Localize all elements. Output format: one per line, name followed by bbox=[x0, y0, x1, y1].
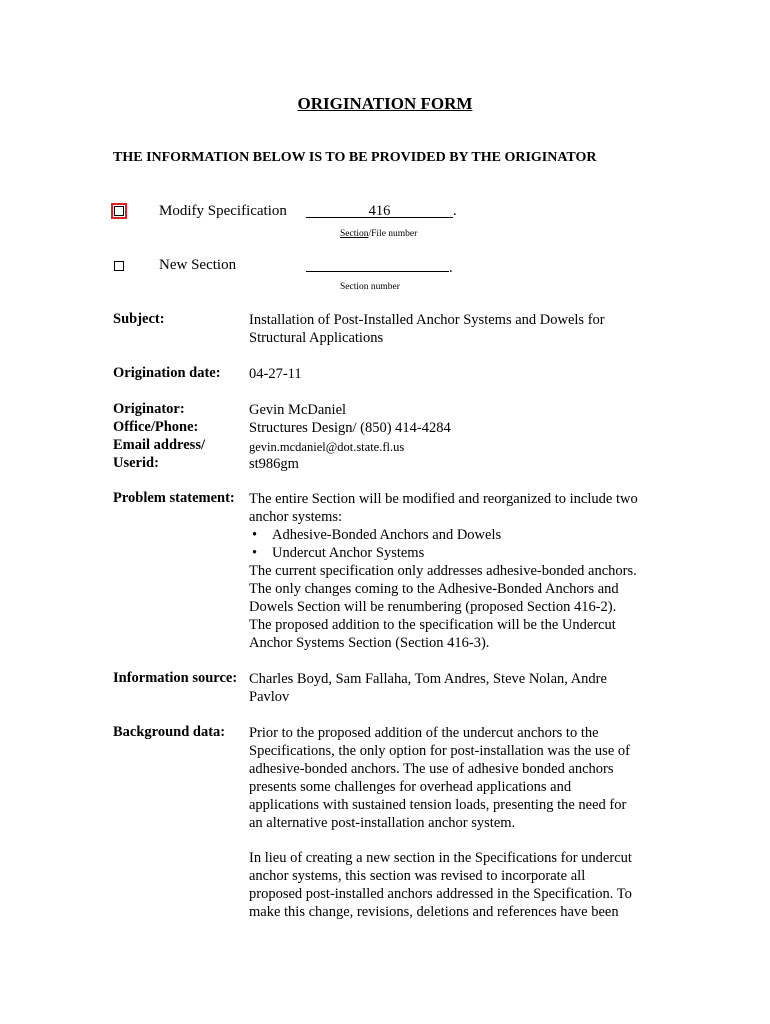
specification-file-number-field[interactable]: 416 . bbox=[306, 203, 457, 220]
modify-specification-label: Modify Specification bbox=[159, 203, 287, 219]
originator-label: Originator: bbox=[113, 401, 185, 417]
anchor-systems-list bbox=[249, 526, 669, 562]
background-data-label: Background data: bbox=[113, 724, 226, 740]
email-value: gevin.mcdaniel@dot.state.fl.us bbox=[249, 440, 405, 454]
section-number-value bbox=[306, 257, 449, 272]
email-label: Email address/ bbox=[113, 437, 205, 453]
office-phone-label: Office/Phone: bbox=[113, 419, 199, 435]
list-item: • Adhesive-Bonded Anchors and Dowels bbox=[249, 526, 669, 544]
instruction-heading: THE INFORMATION BELOW IS TO BE PROVIDED BY THE ORIGINATOR bbox=[113, 150, 597, 165]
subject-label: Subject: bbox=[113, 311, 165, 327]
problem-statement-text: The entire Section will be modified and reorganized to include two anchor systems: • Adhesive-Bonded Anchors and Dowels • Undercut Anchor Systems The current specification only addresses adhesive-bonded anchors. The only changes coming to the Adhesive-Bonded Anchors and Dowels Section will be renumbering (proposed Section 416-2). The proposed addition to the specification will be the Undercut Anchor Systems Section (Section 416-3). bbox=[249, 490, 669, 652]
background-data-paragraph-2: In lieu of creating a new section in the Specifications for undercut anchor systems, this section was revised to incorporate all proposed post-installed anchors addressed in the Specification. To make this change, revisions, deletions and references have been bbox=[249, 850, 632, 920]
specification-number-value: 416 bbox=[306, 203, 453, 218]
information-source-text: Charles Boyd, Sam Fallaha, Tom Andres, Steve Nolan, Andre Pavlov bbox=[249, 671, 607, 705]
background-data-paragraph-1: Prior to the proposed addition of the undercut anchors to the Specifications, the only option for post-installation was the use of adhesive-bonded anchors. The use of adhesive bonded anchors presents some challenges for overhead applications and applications with sustained tension loads, presenting the need for an alternative post-installation anchor system. bbox=[249, 725, 630, 831]
form-title: ORIGINATION FORM bbox=[297, 94, 473, 113]
section-number-field[interactable]: . bbox=[306, 257, 453, 277]
modify-specification-checkbox[interactable] bbox=[114, 206, 124, 216]
new-section-label: New Section bbox=[159, 257, 237, 273]
origination-date-value: 04-27-11 bbox=[249, 366, 302, 382]
origination-date-label: Origination date: bbox=[113, 365, 221, 381]
information-source-label: Information source: bbox=[113, 670, 238, 686]
list-item: • Undercut Anchor Systems bbox=[249, 544, 669, 562]
originator-value: Gevin McDaniel bbox=[249, 402, 347, 418]
section-number-caption: Section number bbox=[340, 282, 400, 292]
section-file-number-caption: Section/File number bbox=[340, 229, 418, 239]
new-section-checkbox[interactable] bbox=[114, 261, 124, 271]
problem-statement-label: Problem statement: bbox=[113, 490, 235, 506]
userid-label: Userid: bbox=[113, 455, 159, 471]
office-phone-value: Structures Design/ (850) 414-4284 bbox=[249, 420, 451, 436]
userid-value: st986gm bbox=[249, 456, 299, 472]
subject-value: Installation of Post-Installed Anchor Systems and Dowels for Structural Applications bbox=[249, 312, 605, 346]
